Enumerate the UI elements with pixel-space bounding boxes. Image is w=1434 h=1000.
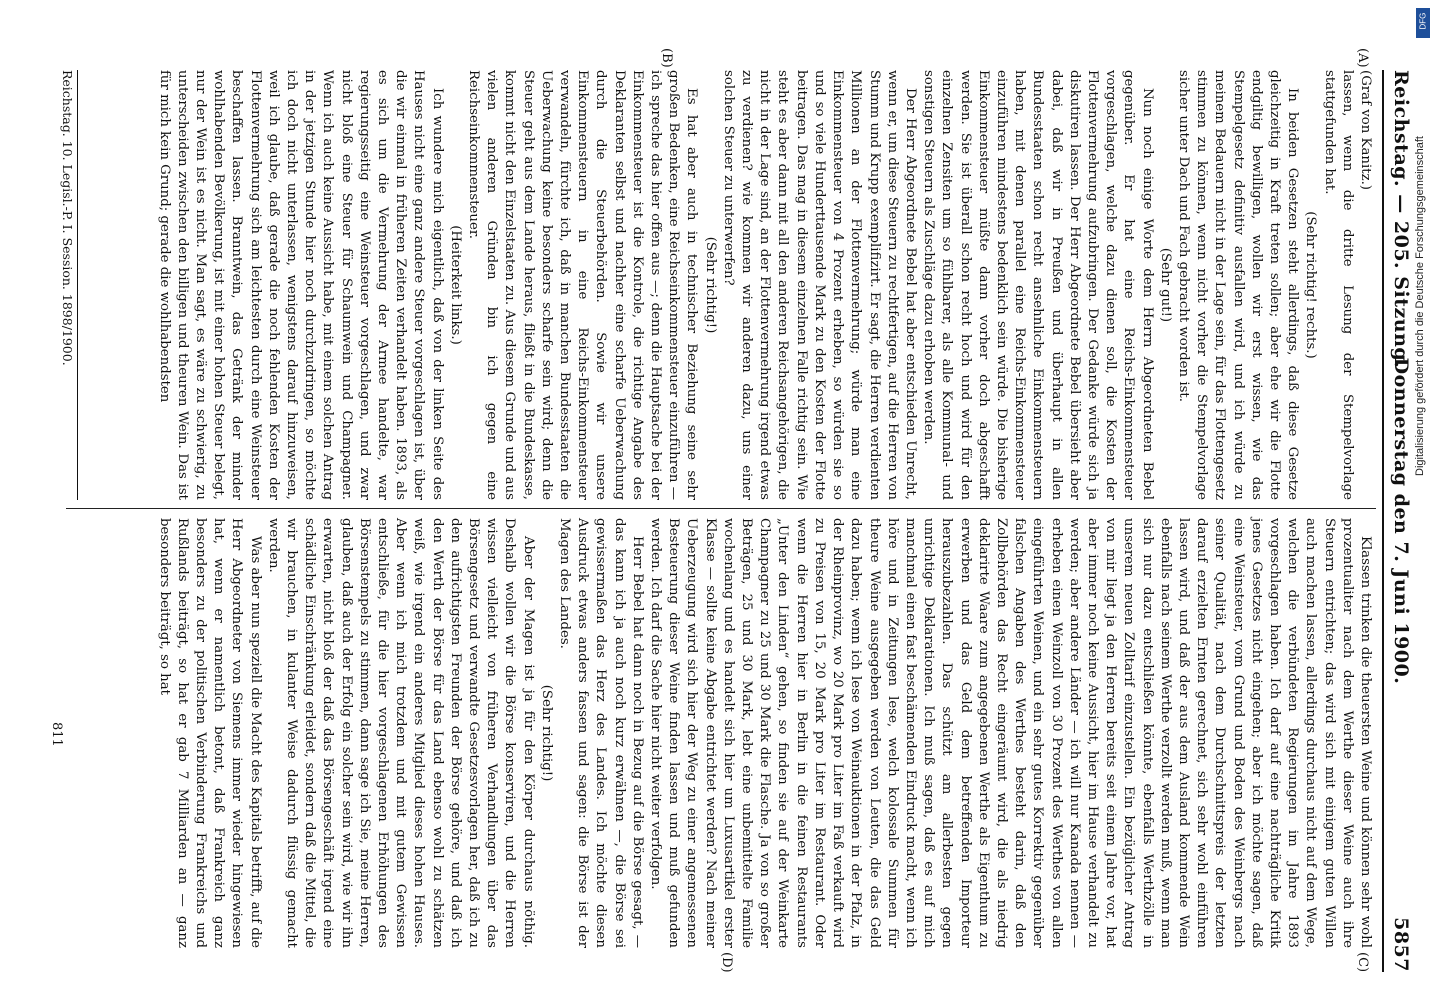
header-date: Donnerstag den 7. Juni 1900.	[1390, 357, 1412, 685]
interjection: (Sehr richtig!)	[702, 236, 718, 334]
paragraph: In beiden Gesetzen steht allerdings, daß diese Gesetze gleichzeitig in Kraft treten sollen; aber ehe wir die Flotte endgiltig bewilligen, wollen wir erst wissen, wie das Stempelgesetz definitiv ausfallen wird, und ich würde zu meinem Bedauern nicht in der Lage sein, für das Flottengesetz stimmen zu können, wenn nicht vorher die Stempelvorlage sicher unter Dach und Fach gebracht worden ist.	[1175, 70, 1301, 500]
paragraph: Ich wundere mich eigentlich, daß von der linken Seite des Hauses nicht eine ganz andere Steuer vorgeschlagen ist, über die wir einmal in früheren Zeiten verhandelt haben. 1893, als es sich um die Vermehrung der Armee handelte, war regierungsseitig eine Weinsteuer vorgeschlagen, und zwar nicht bloß eine Steuer für Schaumwein und Champagner. Wenn ich auch keine Aussicht habe, mit einem solchen Antrag in der jetzigen Stunde hier noch durchzudringen, so möchte ich doch nicht unterlassen, wenigstens darauf hinzuweisen, weil ich glaube, daß gerade die noch fehlenden Kosten der Flottenvermehrung sich am leichtesten durch eine Weinsteuer beschaffen lassen. Branntwein, das Getränk der minder wohlhabenden Bevölkerung, ist mit einer hohen Steuer belegt, nur der Wein ist es nicht. Man sagt, es wäre zu schwierig, zu unterscheiden zwischen den billigen und theuren Wein. Das ist für mich kein Grund; gerade die wohlhabendsten	[156, 70, 445, 500]
paragraph: lassen, wenn die dritte Lesung der Stempelvorlage stattgefunden hat.	[1321, 70, 1355, 500]
interjection: (Heiterkeit links.)	[447, 225, 463, 345]
footer-session: Reichstag. 10. Legisl.-P. I. Session. 1898/1900.	[60, 70, 75, 366]
paragraph: Klassen trinken die theuersten Weine und können sehr wohl prozentualiter nach dem Werthe dieser Weine auch ihre Steuern entrichten; das wird sich mit einigem guten Willen auch machen lassen, allerdings durchaus nicht auf dem Wege, welchen die verbündeten Regierungen im Jahre 1893 vorgeschlagen haben. Ich darf auf eine nachträgliche Kritik jenes Gesetzes nicht eingehen; aber ich möchte sagen, daß eine Weinsteuer, vom Grund und Boden des Weinbergs nach seiner Qualität, nach dem Durchschnittspreis der letzten darauf erzielten Ernten gerechnet, sich sehr wohl einführen lassen wird, und daß der aus dem Ausland kommende Wein ebenfalls nach seinem Werthe verzollt werden muß, wenn man sich nur dazu entschließen könnte, ebenfalls Werthzölle in unserem neuen Zolltarif einzustellen. Ein bezüglicher Antrag von mir liegt ja den Herren bereits seit einem Jahre vor, hat aber immer noch keine Aussicht, hier im Hause verhandelt zu werden; aber andere Länder — ich will nur Kanada nennen — erheben einen Weinzoll von 30 Prozent des Werthes von allen eingeführten Weinen, und ein sehr gutes Korrektiv gegenüber falschen Angaben des Werthes besteht darin, daß den Zollbehörden das Recht eingeräumt wird, die als niedrig deklarirte Waare zum angegebenen Werthe als Eigenthum zu erwerben und das Geld dem betreffenden Importeur herauszubezahlen. Das schützt am allerbesten gegen unrichtige Deklarationen. Ich muß sagen, daß es auf mich manchmal einen fast beschämenden Eindruck macht, wenn ich höre und in Zeitungen lese, welch kolossale Summen für theure Weine ausgegeben werden von Leuten, die das Geld dazu haben; wenn ich lese von Weinauktionen in der Pfalz, in der Rheinprovinz, wo 20 Mark pro Liter im Faß verkauft wird zu Preisen von 15, 20 Mark pro Liter im Restaurant. Oder wenn die Herren hier in Berlin in die feinen Restaurants „Unter den Linden“ gehen, so finden sie auf der Weinkarte Champagner zu 25 und 30 Mark die Flasche. Ja von so großer Beträgen, 25 und 30 Mark, lebt eine unbemittelte Familie wochenlang und es handelt sich hier um Luxusartikel erster Klasse — sollte keine Abgabe entrichtet werden? Nach meiner Ueberzeugung wird sich hier der Weg zu einer angemessenen Besteuerung dieser Weine finden lassen und muß gefunden werden. Ich darf die Sache hier nicht weiter verfolgen.	[648, 518, 1373, 948]
interjection: (Sehr gut!)	[1157, 247, 1173, 323]
margin-mark-c: (C)	[1355, 952, 1370, 973]
interjection: (Sehr richtig!)	[538, 684, 554, 782]
paragraph: Es hat aber auch in technischer Beziehung seine sehr großen Bedenken, eine Reichseinkommensteuer einzuführen — ich spreche das hier offen aus —; denn die Hauptsache bei der Einkommensteuer ist die Kontrole, die richtige Angabe des Deklaranten selbst und nachher eine scharfe Ueberwachung durch die Steuerbehörden. Sowie wir unsere Einkommensteuern in eine Reichs-Einkommensteuer verwandeln, fürchte ich, daß in manchen Bundesstaaten die Ueberwachung keine besonders scharfe sein wird; denn die Steuer geht aus dem Lande heraus, fließt in die Bundeskasse, kommt nicht den Einzelstaaten zu. Aus diesem Grunde und aus vielen anderen Gründen bin ich gegen eine Reichseinkommensteuer.	[466, 70, 700, 500]
margin-mark-a: (A)	[1355, 48, 1370, 68]
column-divider	[66, 508, 1376, 509]
right-column	[154, 518, 1374, 948]
paragraph: Nun noch einige Worte dem Herrn Abgeordneten Bebel gegenüber. Er hat eine Reichs-Einkommensteuer vorgeschlagen, welche dazu dienen soll, die Kosten der Flottenvermehrung aufzubringen. Der Gedanke würde sich ja diskutiren lassen. Der Herr Abgeordnete Bebel übersieht aber dabei, daß wir in Preußen und überhaupt in allen Bundesstaaten schon recht ansehnliche Einkommensteuern haben, mit denen parallel eine Reichs-Einkommensteuer einzuführen mindestens bedenklich sein würde. Die bisherige Einkommensteuer müßte dann vorher doch abgeschafft werden. Sie ist überall schon recht hoch und wird für den einzelnen Zensiten um so fühlbarer, als alle Kommunal- und sonstigen Steuern als Zuschläge dazu erhoben werden.	[921, 70, 1155, 500]
page-number: 5857	[1390, 917, 1412, 972]
header-left: Reichstag. — 205. Sitzung.	[1390, 70, 1412, 369]
dfg-badge-label: DFG	[1418, 12, 1428, 30]
signature-number: 811	[49, 722, 64, 747]
margin-mark-b: (B)	[659, 48, 674, 68]
paragraph: Aber der Magen ist ja für den Körper durchaus nöthig. Deshalb wollen wir die Börse konserviren, und die Herren wissen vielleicht von früheren Verhandlungen über das Börsengesetz und verwandte Gesetzesvorlagen her, daß ich zu den aufrichtigsten Freunden der Börse gehöre, und daß ich den Werth der Börse für das Land ebenso wohl zu schätzen weiß, wie irgend ein anderes Mitglied dieses hohen Hauses. Aber wenn ich mich trotzdem und mit gutem Gewissen entschließe, für die hier vorgeschlagenen Erhöhungen des Börsenstempels zu stimmen, dann sage ich Sie, meine Herren, glauben, daß auch der Erfolg ein solcher sein wird, wie wir ihn erwarten, nicht bloß der daß das Börsengeschäft irgend eine schädliche Einschränkung erleidet, sondern daß die Mittel, die wir brauchen, in kulanter Weise dadurch flüssig gemacht werden.	[265, 518, 536, 948]
paragraph: Was aber nun speziell die Macht des Kapitals betrifft, auf die Herr Abgeordneter von Siemens immer wieder hingewiesen hat, wenn er namentlich betont, daß Frankreich ganz besonders zu der politischen Verbinderung Frankreichs und Rußlands beiträgt, so hat er gab 7 Milliarden an — ganz besonders beiträgt, so hat	[156, 518, 263, 948]
interjection: (Sehr richtig! rechts.)	[1303, 211, 1319, 359]
dfg-credit: Digitalisierung gefördert durch die Deutsche Forschungsgemeinschaft	[1414, 136, 1426, 476]
margin-mark-d: (D)	[719, 952, 734, 973]
digitization-sidebar	[1410, 0, 1434, 1000]
left-column	[154, 70, 1374, 500]
paragraph: (Graf von Kanitz.)	[1358, 70, 1373, 190]
page-footer	[60, 70, 78, 500]
paragraph: Herr Bebel hat dann noch in Bezug auf die Börse gesagt, — das kann ich ja auch noch kurz erwähnen —, die Börse sei gewissermaßen das Herz des Landes. Ich möchte diesen Ausdruck etwas anders fassen und sagen: die Börse ist der Magen des Landes.	[557, 518, 645, 948]
paragraph: Der Herr Abgeordnete Bebel hat aber entschieden Unrecht, wenn er, um diese Steuern zu rechtfertigen, auf die Herren von Stumm und Krupp exemplifizirt. Er sagt, die Herren verdienten Millionen an der Flottenvermehrung; würde man eine Einkommensteuer von 4 Prozent erheben, so würden sie so und so viele Hunderttausende Mark zu den Kosten der Flotte beitragen. Das mag in diesem einzelnen Falle richtig sein. Wie steht es aber dann mit all den anderen Reichsangehörigen, die nicht in der Lage sind, an der Flottenvermehrung irgend etwas zu verdienen? wie kommen wir anderen dazu, uns einer solchen Steuer zu unterwerfen?	[720, 70, 918, 500]
dfg-logo	[1416, 8, 1430, 38]
